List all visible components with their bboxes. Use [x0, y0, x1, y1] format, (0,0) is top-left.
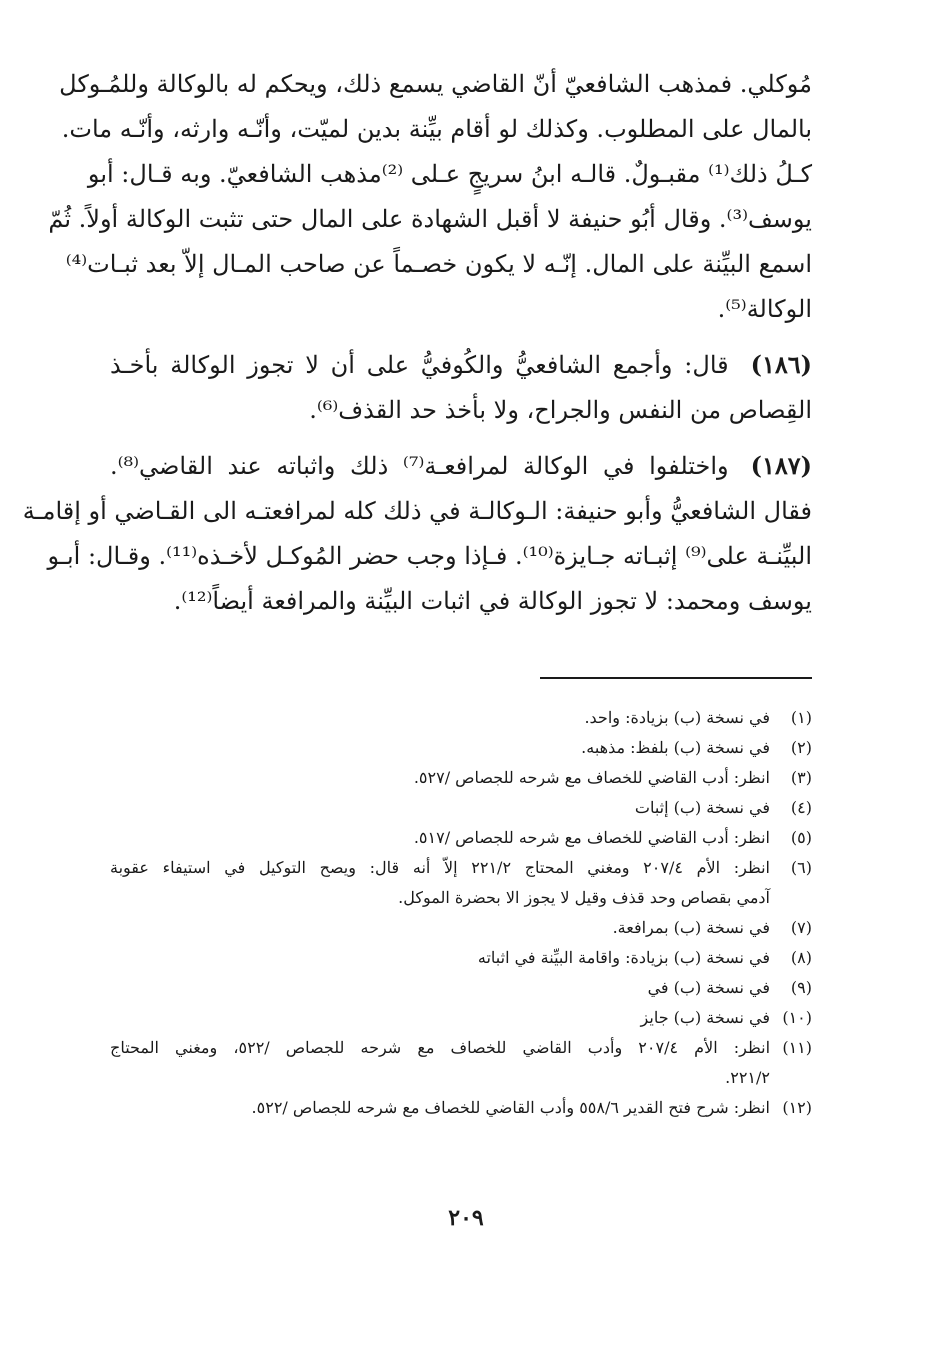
footnote-item [110, 793, 812, 823]
footnote-line: انظر: الأم ٢٠٧/٤ ومغني المحتاج ٢٢١/٢ إلاّ أنه قال: ويصح التوكيل في استيفاء عقوبة [110, 858, 771, 877]
page-number: ٢٠٩ [448, 1205, 484, 1231]
footnote-text [110, 1093, 770, 1123]
footnote-item [110, 733, 812, 763]
footnote-number: (٣) [790, 768, 812, 787]
footnote-item [110, 853, 812, 913]
text-line [110, 342, 812, 388]
footnote-number: (٥) [790, 828, 812, 847]
footnote-number: (١٢) [782, 1098, 812, 1117]
text-line-content: قال: وأجمع الشافعيُّ والكُوفيُّ على أن لا تجوز الوكالة بأخـذ [110, 351, 729, 379]
text-line: يوسف⁽³⁾. وقال أبُو حنيفة لا أقبل الشهادة على المال حتى تثبت الوكالة أولاً. ثُمّ [48, 205, 812, 233]
text-line-content: واختلفوا في الوكالة لمرافعـة⁽⁷⁾ ذلك واثباته عند القاضي⁽⁸⁾. [110, 452, 729, 480]
footnote-text [110, 793, 770, 823]
footnote-number: (١٠) [782, 1008, 812, 1027]
text-line: مُوكلي. فمذهب الشافعيّ أنّ القاضي يسمع ذلك، ويحكم له بالوكالة وللمُـوكل [59, 70, 812, 98]
text-line: بالمال على المطلوب. وكذلك لو أقام بيِّنة بدين لميّت، وأنّـه وارثه، وأنّـه مات. [61, 115, 812, 143]
footnote-line: في نسخة (ب) إثبات [634, 798, 770, 817]
footnote-number: (١) [790, 708, 812, 727]
footnote-number: (٩) [790, 978, 812, 997]
footnote-line: انظر: أدب القاضي للخصاف مع شرحه للجصاص /٥٢٧. [413, 768, 770, 787]
footnotes [110, 703, 812, 1123]
text-line: القِصاص من النفس والجراح، ولا بأخذ حد القذف⁽⁶⁾. [309, 396, 812, 424]
footnote-text [110, 1033, 770, 1093]
footnote-item [110, 973, 812, 1003]
footnote-line: انظر: الأم ٢٠٧/٤ وأدب القاضي للخصاف مع شرحه للجصاص /٥٢٢، ومغني المحتاج [110, 1038, 771, 1057]
footnote-text [110, 1003, 770, 1033]
footnote-line: في نسخة (ب) بمرافعة. [612, 918, 770, 937]
footnote-item [110, 1003, 812, 1033]
footnote-line: في نسخة (ب) في [647, 978, 770, 997]
footnote-text [110, 943, 770, 973]
footnote-line: في نسخة (ب) بزيادة: واقامة البيِّنة في اثباته [477, 948, 770, 967]
footnote-item [110, 703, 812, 733]
footnote-item [110, 943, 812, 973]
text-line [110, 443, 812, 489]
text-line: يوسف ومحمد: لا تجوز الوكالة في اثبات البيِّنة والمرافعة أيضاً⁽¹²⁾. [173, 587, 812, 615]
footnote-line: في نسخة (ب) بزيادة: واحد. [584, 708, 770, 727]
footnote-line: في نسخة (ب) جايز [640, 1008, 770, 1027]
paragraph-1 [48, 62, 812, 332]
paragraph-number: (١٨٧) [750, 451, 812, 480]
footnote-text [110, 973, 770, 1003]
footnote-item [110, 913, 812, 943]
footnote-text [110, 823, 770, 853]
footnote-line: في نسخة (ب) بلفظ: مذهبه. [581, 738, 770, 757]
main-text [22, 62, 812, 624]
footnote-item [110, 823, 812, 853]
paragraph-186 [110, 342, 812, 433]
text-line: كـلُ ذلك⁽¹⁾ مقبـولٌ. قالـه ابنُ سريجٍ عـلى ⁽²⁾مذهب الشافعيّ. وبه قـال: أبو [87, 160, 812, 188]
footnote-line: انظر: شرح فتح القدير ٥٥٨/٦ وأدب القاضي للخصاف مع شرحه للجصاص /٥٢٢. [251, 1098, 770, 1117]
footnote-number: (٢) [790, 738, 812, 757]
text-line: اسمع البيِّنة على المال. إنّـه لا يكون خصـماً عن صاحب المـال إلاّ بعد ثبـات⁽⁴⁾ [65, 250, 812, 278]
text-line: البيِّنـة على⁽⁹⁾ إثبـاته جـايزة⁽¹⁰⁾. فـإذا وجب حضر المُوكـل لأخـذه⁽¹¹⁾. وقـال: أبـو [47, 542, 812, 570]
footnote-line: ٢٢١/٢. [725, 1068, 770, 1087]
footnote-number: (٦) [790, 858, 812, 877]
footnote-number: (٨) [790, 948, 812, 967]
footnote-item [110, 1033, 812, 1093]
footnote-line: آدمي بقصاص وحد قذف وقيل لا يجوز الا بحضرة الموكل. [398, 888, 770, 907]
footnote-item [110, 763, 812, 793]
footnote-text [110, 733, 770, 763]
footnote-number: (١١) [782, 1038, 812, 1057]
footnote-number: (٤) [790, 798, 812, 817]
text-line: الوكالة⁽⁵⁾. [717, 295, 812, 323]
footnote-separator [540, 677, 812, 679]
footnote-text [110, 853, 770, 913]
footnote-text [110, 763, 770, 793]
footnote-number: (٧) [790, 918, 812, 937]
paragraph-187 [22, 443, 812, 624]
text-line: فقال الشافعيُّ وأبو حنيفة: الـوكالـة في ذلك كله لمرافعتـه الى القـاضي أو إقامـة [22, 497, 812, 525]
footnote-line: انظر: أدب القاضي للخصاف مع شرحه للجصاص /٥١٧. [413, 828, 770, 847]
footnote-text [110, 913, 770, 943]
paragraph-number: (١٨٦) [750, 350, 812, 379]
footnote-text [110, 703, 770, 733]
footnote-item [110, 1093, 812, 1123]
